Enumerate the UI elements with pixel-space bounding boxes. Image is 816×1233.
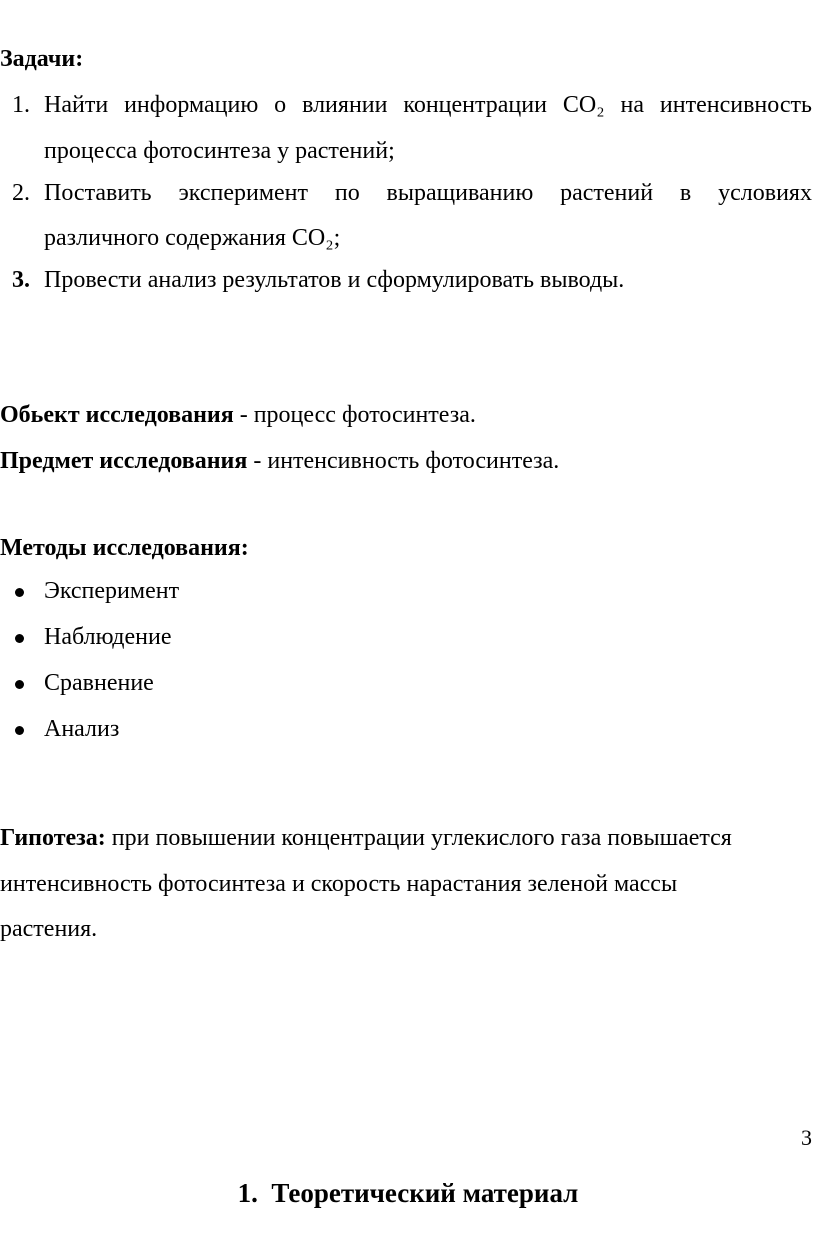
task-line: Провести анализ результатов и сформулировать выводы. xyxy=(44,267,625,293)
research-subject-text: - интенсивность фотосинтеза. xyxy=(247,448,560,474)
research-subject xyxy=(0,449,559,473)
hypothesis-label: Гипотеза: xyxy=(0,825,106,851)
hypothesis-line: растения. xyxy=(0,916,98,942)
task-word: эксперимент xyxy=(178,180,308,206)
section-number: 1. xyxy=(237,1178,258,1208)
bullet-icon xyxy=(15,634,24,643)
task-word: CO₂ xyxy=(562,92,605,118)
task-word: растений xyxy=(560,180,654,206)
method-item: Сравнение xyxy=(44,670,154,696)
section-title-text: Теоретический материал xyxy=(271,1178,579,1208)
task-word: концентрации xyxy=(403,92,547,118)
method-item: Анализ xyxy=(44,716,120,742)
task-word: Найти xyxy=(44,92,109,118)
research-subject-label: Предмет исследования xyxy=(0,448,248,474)
bullet-icon xyxy=(15,726,24,735)
bullet-icon xyxy=(15,680,24,689)
task-number: 1. xyxy=(12,92,30,118)
page-number: 3 xyxy=(801,1125,812,1150)
hypothesis-line: интенсивность фотосинтеза и скорость нарастания зеленой массы xyxy=(0,871,678,897)
task-word: о xyxy=(274,92,287,118)
task-word: влиянии xyxy=(302,92,388,118)
task-line xyxy=(44,181,812,205)
research-object-label: Обьект исследования xyxy=(0,402,234,428)
hypothesis-text: при повышении концентрации углекислого газа повышается xyxy=(105,825,732,851)
section-title xyxy=(0,1180,816,1207)
research-object-text: - процесс фотосинтеза. xyxy=(233,402,476,428)
hypothesis-line xyxy=(0,826,732,850)
task-line-continuation: различного содержания CO₂; xyxy=(44,225,341,251)
methods-heading: Методы исследования: xyxy=(0,535,249,561)
task-line-continuation: процесса фотосинтеза у растений; xyxy=(44,138,395,164)
research-object xyxy=(0,403,476,427)
task-number: 2. xyxy=(12,180,30,206)
bullet-icon xyxy=(15,588,24,597)
method-item: Наблюдение xyxy=(44,624,172,650)
task-word: информацию xyxy=(124,92,259,118)
task-word: в xyxy=(679,180,692,206)
task-word: выращиванию xyxy=(386,180,534,206)
task-word: Поставить xyxy=(44,180,152,206)
method-item: Эксперимент xyxy=(44,578,180,604)
tasks-heading: Задачи: xyxy=(0,46,84,72)
task-word: на xyxy=(620,92,644,118)
task-word: условиях xyxy=(718,180,812,206)
task-word: по xyxy=(334,180,360,206)
task-line xyxy=(44,93,812,117)
task-word: интенсивность xyxy=(659,92,812,118)
task-number: 3. xyxy=(12,267,30,293)
